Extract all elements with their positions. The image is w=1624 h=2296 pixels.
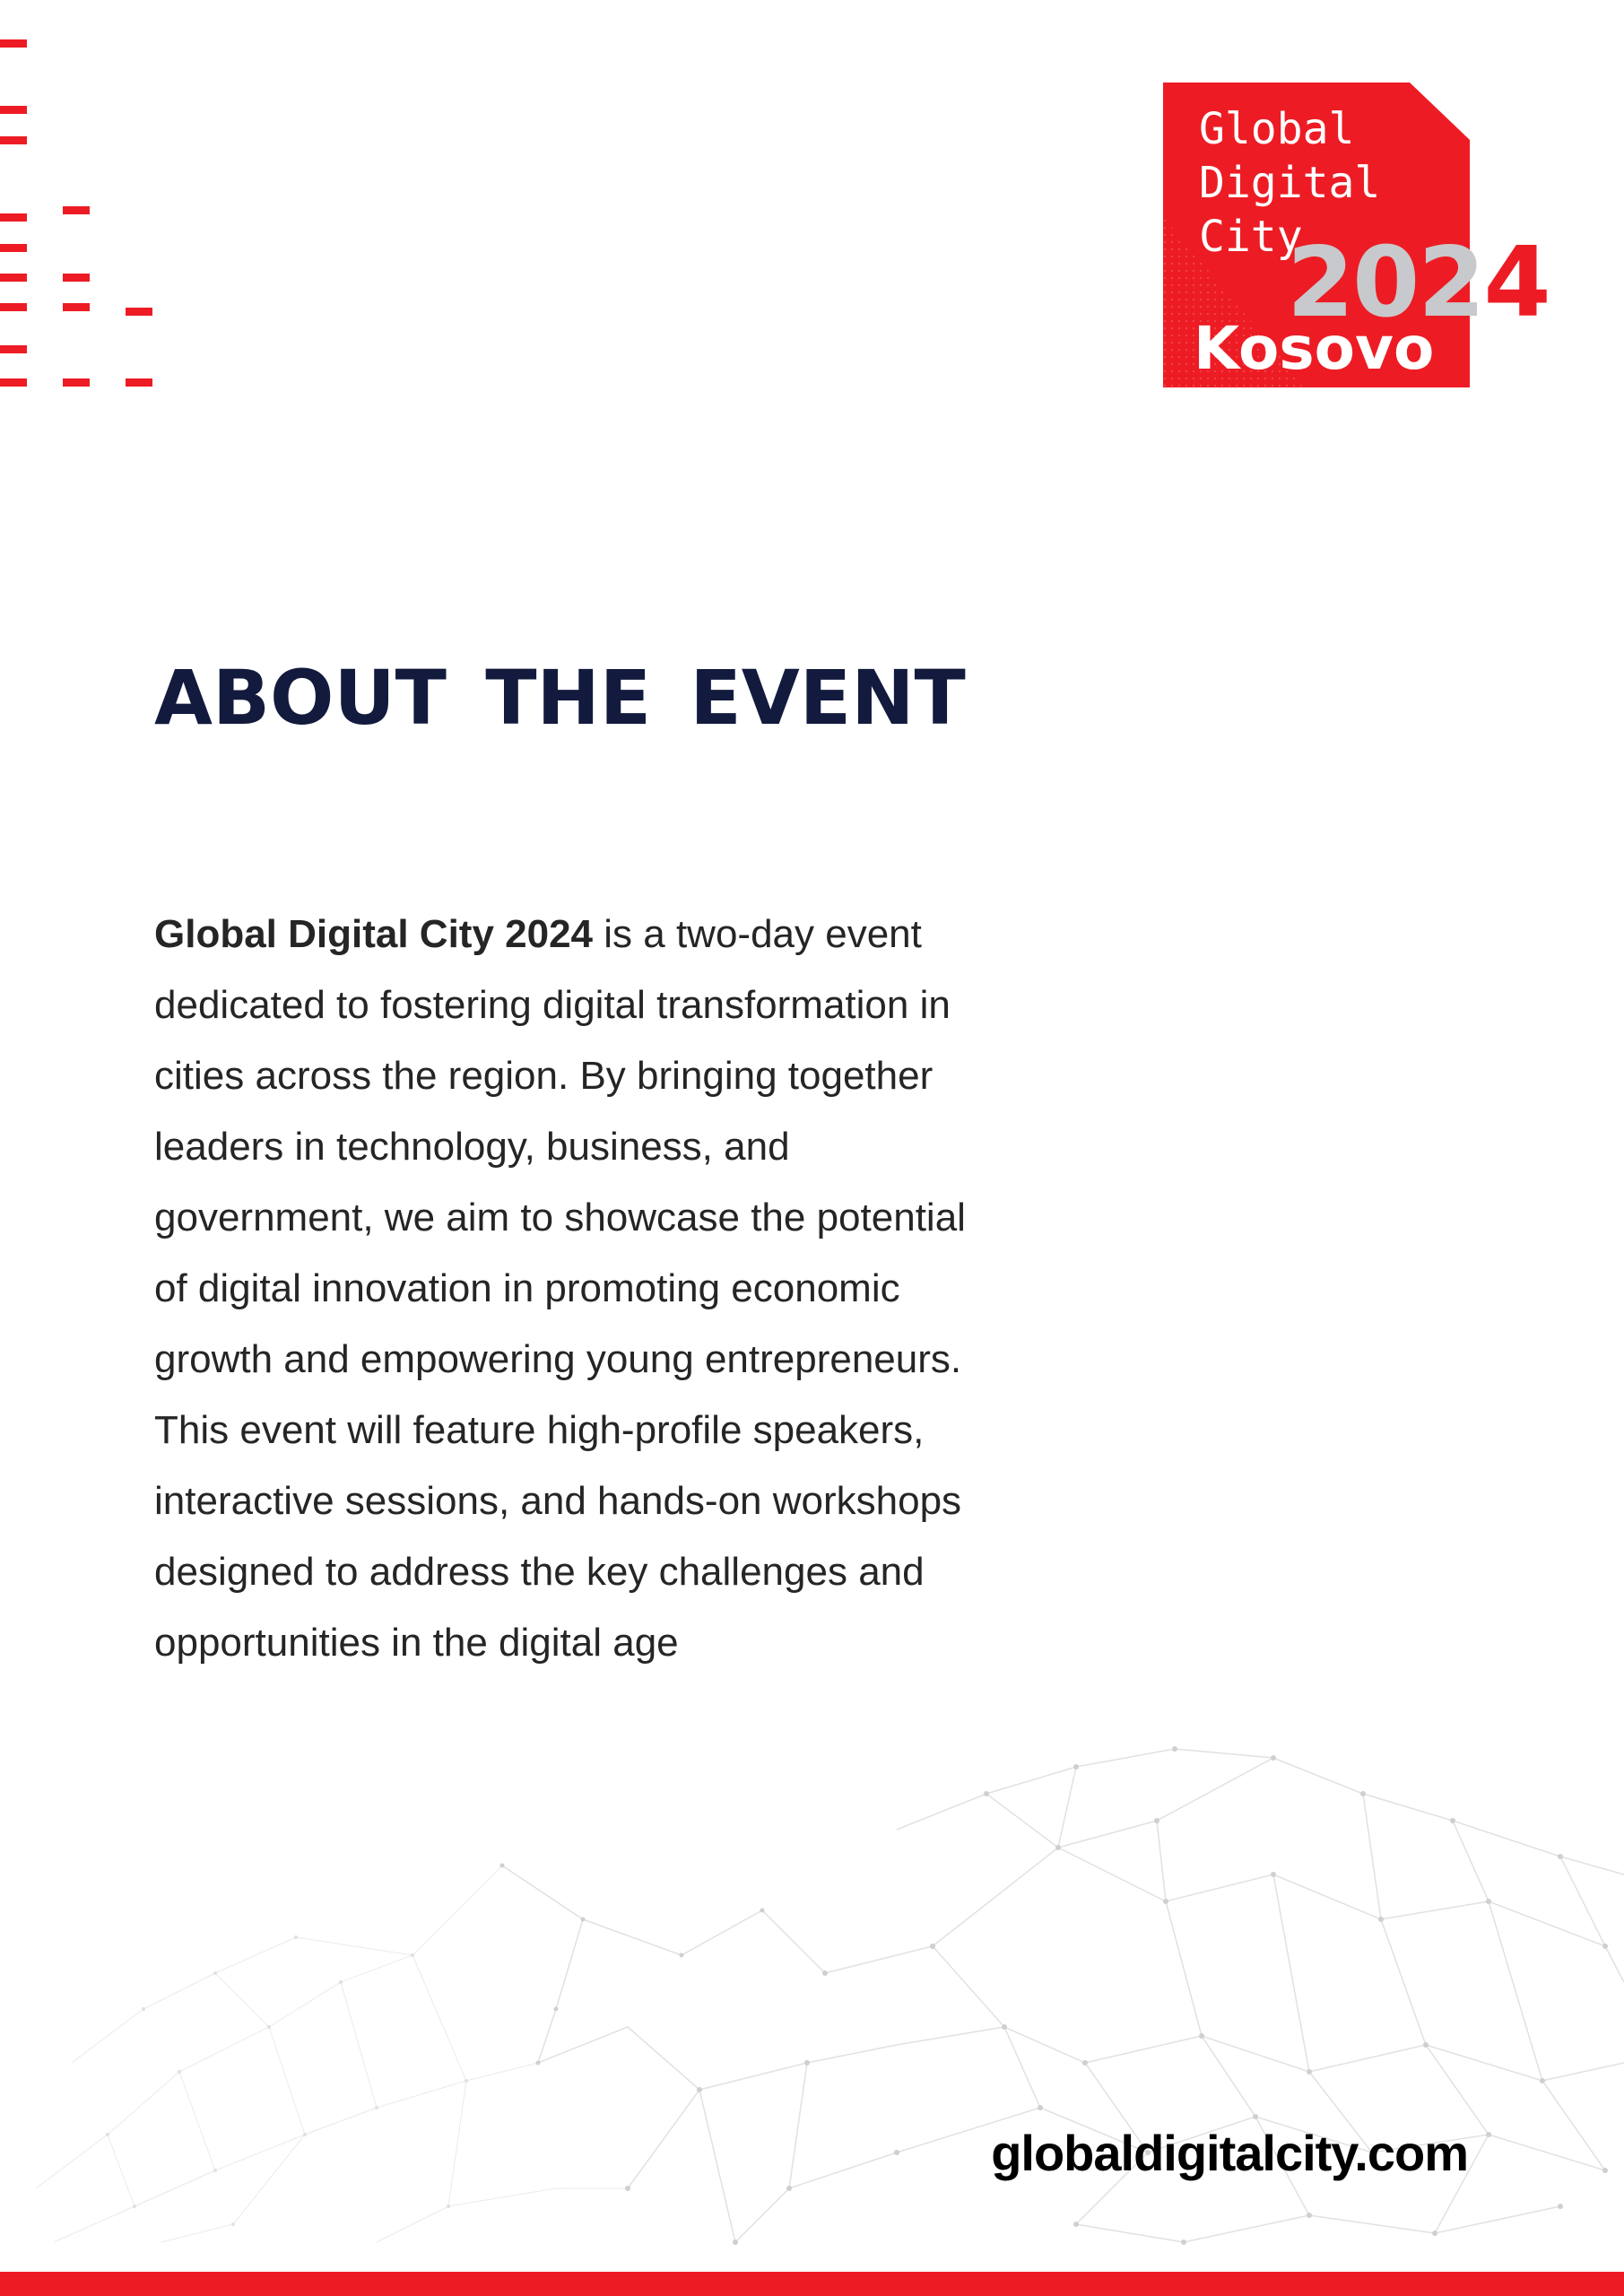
logo-year-outer: 4: [1483, 227, 1550, 339]
about-line-text: is a two-day event: [593, 912, 922, 956]
event-logo: [1163, 83, 1550, 391]
about-line: designed to address the key challenges and: [154, 1550, 925, 1594]
about-line: [154, 899, 1069, 970]
about-line: This event will feature high-profile speakers,: [154, 1408, 925, 1452]
about-paragraph: [154, 899, 1069, 1678]
logo-title: Global Digital City: [1199, 104, 1381, 262]
about-line: dedicated to fostering digital transformation in: [154, 983, 951, 1027]
about-line: opportunities in the digital age: [154, 1621, 679, 1665]
about-line: of digital innovation in promoting economic: [154, 1266, 900, 1310]
decorative-dash-pattern: [0, 0, 179, 413]
bottom-red-bar: [0, 2272, 1624, 2296]
about-line: growth and empowering young entrepreneurs.: [154, 1337, 962, 1381]
about-line: interactive sessions, and hands-on workshops: [154, 1479, 962, 1523]
website-url: globaldigitalcity.com: [991, 2125, 1468, 2181]
about-line: leaders in technology, business, and: [154, 1125, 790, 1169]
about-lead: Global Digital City 2024: [154, 912, 594, 956]
about-heading: ABOUT THE EVENT: [154, 654, 966, 742]
logo-country: Kosovo: [1194, 314, 1435, 383]
about-line: government, we aim to showcase the potential: [154, 1196, 966, 1239]
logo-year-inner: 202: [1287, 227, 1484, 339]
about-line: cities across the region. By bringing together: [154, 1054, 934, 1098]
